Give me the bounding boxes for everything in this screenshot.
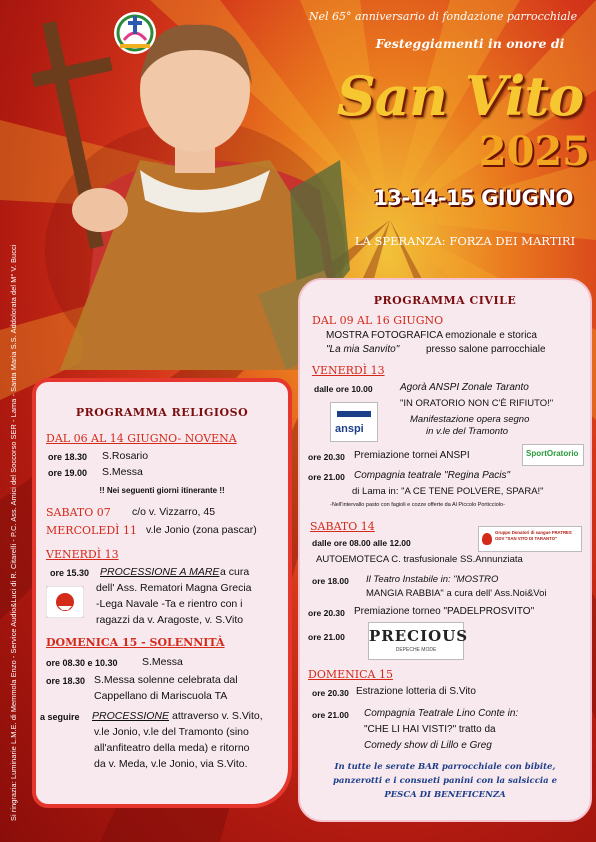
precious-logo-text: PRECIOUS <box>369 627 469 645</box>
anspi-logo-bar <box>337 411 371 417</box>
venerdi13-line-2: dell' Ass. Rematori Magna Grecia <box>96 582 252 594</box>
bar-line-1: In tutte le serate BAR parrocchiale con bibite, <box>334 762 556 772</box>
sport-oratorio-logo <box>522 444 584 466</box>
civile-heading: PROGRAMMA CIVILE <box>373 294 517 307</box>
v-text-3b: di Lama in: "A CE TENE POLVERE, SPARA!" <box>352 486 544 497</box>
seguire-line-1: attraverso v. S.Vito, <box>172 710 263 722</box>
d-text-1: Estrazione lotteria di S.Vito <box>356 686 476 697</box>
d-time-2: ore 21.00 <box>312 710 349 720</box>
festeggiamenti-text: Festeggiamenti in onore di <box>375 36 565 51</box>
domenica15-text-1: S.Messa <box>142 656 183 668</box>
event-motto: LA SPERANZA: FORZA DEI MARTIRI <box>354 234 576 248</box>
d-text-2b: "CHE LI HAI VISTI?" tratto da <box>364 724 496 735</box>
seguire-procession: PROCESSIONE <box>92 710 170 722</box>
s-time-4: ore 21.00 <box>308 632 345 642</box>
civile-venerdi-heading: VENERDÌ 13 <box>312 364 385 377</box>
blood-drop-icon <box>482 533 492 545</box>
venerdi13-line-4: ragazzi da v. Aragoste, v. S.Vito <box>96 614 244 626</box>
programma-civile-panel <box>298 278 592 822</box>
lega-navale-logo <box>46 586 84 618</box>
v-time-1: dalle ore 10.00 <box>314 384 373 394</box>
sabato07-day: SABATO 07 <box>46 506 111 519</box>
event-year: 2025 <box>478 128 590 175</box>
d-time-1: ore 20.30 <box>312 688 349 698</box>
novena-time-2: ore 19.00 <box>48 468 88 478</box>
programma-religioso-panel <box>32 378 292 808</box>
s-text-1: AUTOEMOTECA C. trasfusionale SS.Annunziata <box>316 554 523 565</box>
sport-oratorio-text: SportOratorio <box>526 449 579 458</box>
d-text-2: Compagnia Teatrale Lino Conte in: <box>364 708 519 719</box>
domenica15-heading: DOMENICA 15 - SOLENNITÀ <box>46 636 225 649</box>
event-dates: 13-14-15 GIUGNO <box>373 186 573 210</box>
v-text-2: Premiazione tornei ANSPI <box>354 450 470 461</box>
domenica15-line-2: Cappellano di Mariscuola TA <box>94 690 228 702</box>
s-text-3: Premiazione torneo "PADELPROSVITO" <box>354 606 535 617</box>
seguire-label: a seguire <box>40 712 80 722</box>
parish-logo <box>110 10 160 56</box>
mostra-rest: presso salone parrocchiale <box>426 344 546 355</box>
v-text-3: Compagnia teatrale "Regina Pacis" <box>354 470 511 481</box>
sabato07-place: c/o v. Vizzarro, 45 <box>132 506 216 518</box>
domenica15-time-2: ore 18.30 <box>46 676 86 686</box>
seguire-line-3: all'anfiteatro della meda) e ritorno <box>94 742 250 754</box>
religioso-heading: PROGRAMMA RELIGIOSO <box>75 406 249 419</box>
bar-line-2: panzerotti e i consueti panini con la salsiccia e <box>332 776 558 786</box>
venerdi13-time: ore 15.30 <box>50 568 90 578</box>
novena-text-2: S.Messa <box>102 466 143 478</box>
bar-line-3: PESCA DI BENEFICENZA <box>384 790 506 800</box>
s-time-1: dalle ore 08.00 alle 12.00 <box>312 538 411 548</box>
novena-heading: DAL 06 AL 14 GIUGNO- NOVENA <box>46 432 237 445</box>
novena-time-1: ore 18.30 <box>48 452 88 462</box>
anniversary-text: Nel 65° anniversario di fondazione parrocchiale <box>308 10 578 23</box>
novena-text-1: S.Rosario <box>102 450 149 462</box>
seguire-line-2: v.le Jonio, v.le del Tramonto (sino <box>94 726 249 738</box>
domenica15-line-1: S.Messa solenne celebrata dal <box>94 674 238 686</box>
fratres-logo-text: Gruppo Donatori di sangue FRATRES ODV "SAN VITO DI TARANTO" <box>495 530 572 541</box>
seguire-line-4: da v. Meda, v.le Jonio, via S.Vito. <box>94 758 248 770</box>
v-manif-2: in v.le del Tramonto <box>426 426 509 437</box>
venerdi13-procession: PROCESSIONE A MARE <box>100 566 220 578</box>
event-title: San Vito <box>336 64 584 128</box>
anspi-logo-text: anspi <box>335 423 364 435</box>
mostra-heading: DAL 09 AL 16 GIUGNO <box>312 314 444 327</box>
venerdi13-line-3: -Lega Navale -Ta e rientro con i <box>96 598 243 610</box>
fratres-logo <box>478 526 582 552</box>
sabato14-heading: SABATO 14 <box>310 520 375 533</box>
civile-domenica-heading: DOMENICA 15 <box>308 668 393 681</box>
v-manif-1: Manifestazione opera segno <box>410 414 530 425</box>
s-text-2b: MANGIA RABBIA" a cura dell' Ass.Noi&Voi <box>366 588 547 599</box>
venerdi13-heading: VENERDÌ 13 <box>46 548 119 561</box>
s-time-2: ore 18.00 <box>312 576 349 586</box>
mostra-quote: "La mia Sanvito" <box>326 344 400 355</box>
merc11-day: MERCOLEDÌ 11 <box>46 524 138 537</box>
venerdi13-line-1: a cura <box>220 566 250 578</box>
domenica15-time-1: ore 08.30 e 10.30 <box>46 658 118 668</box>
v-text-1: Agorà ANSPI Zonale Taranto <box>400 382 529 393</box>
precious-logo-sub: DEPECHE MODE <box>395 647 437 653</box>
v-quote-1: "IN ORATORIO NON C'È RIFIUTO!" <box>400 398 554 409</box>
precious-logo <box>368 622 469 660</box>
s-time-3: ore 20.30 <box>308 608 345 618</box>
v-note: -Nell'intervallo pasto con fagioli e cozze offerte da Al Piccolo Porticciolo- <box>330 502 505 508</box>
mostra-line-1: MOSTRA FOTOGRAFICA emozionale e storica <box>326 330 537 341</box>
merc11-place: v.le Jonio (zona pascar) <box>146 524 257 536</box>
side-credits: Si ringrazia: Luminarie L.M.E. di Memmola Enzo - Service Audio&Luci di R. Citarelli - P.C. Ass. Amici del Soccorso SER - Lama - Santa Maria S.S. Addolorata del M° V. Bucci <box>9 244 18 821</box>
s-text-2: Il Teatro Instabile in: "MOSTRO <box>366 574 499 585</box>
d-text-2c: Comedy show di Lillo e Greg <box>364 740 492 751</box>
itinerant-note: !! Nei seguenti giorni itinerante !! <box>99 486 225 495</box>
v-time-3: ore 21.00 <box>308 472 345 482</box>
anspi-logo <box>330 402 378 442</box>
v-time-2: ore 20.30 <box>308 452 345 462</box>
